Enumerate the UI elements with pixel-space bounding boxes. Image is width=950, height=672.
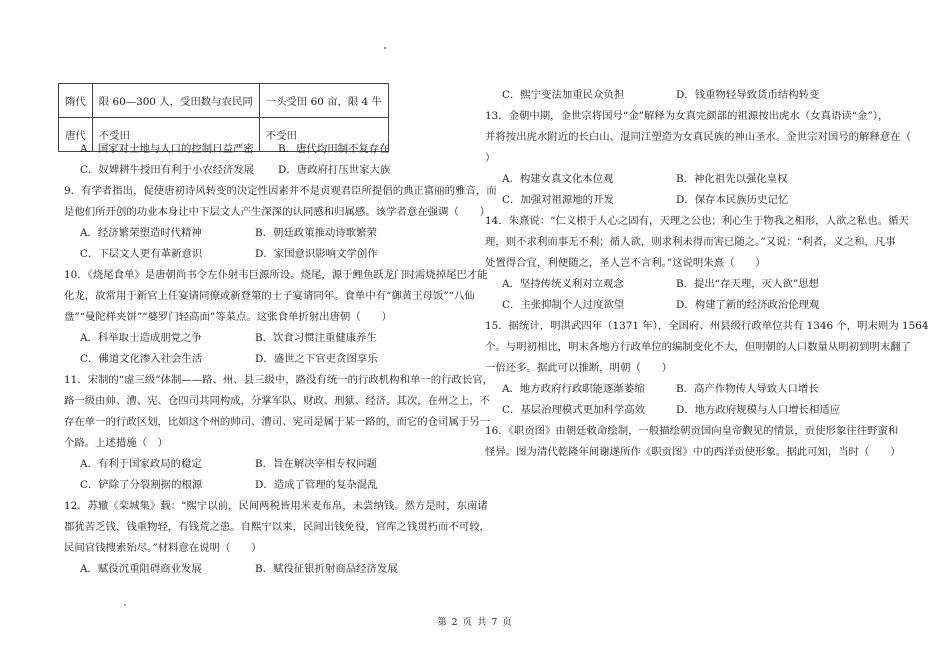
question-text: 并将按出虎水附近的长白山、混同江塑造为女真民族的神山圣水。金世宗对国号的解释意在（ (485, 131, 912, 143)
option-b: B．朝廷政策推动诗歌繁荣 (255, 227, 377, 239)
table-cell: 隋代 (59, 84, 93, 118)
question-text: 一倍还多。据此可以推断，明朝（ ） (485, 362, 673, 374)
option-d: D．钱重物轻导致货币结构转变 (676, 89, 820, 101)
option-c: C．铲除了分裂割据的根源 (80, 479, 203, 491)
option-c: C．主张抑制个人过度欲望 (502, 299, 625, 311)
question-text: 是他们所开创的功业本身让中下层文人产生深深的认同感和归属感。该学者意在强调（ ） (64, 206, 491, 218)
question-text: 9．有学者指出，促使唐初诗风转变的决定性因素并不是贞观君臣所提倡的典正富丽的雅音，而 (64, 185, 497, 197)
option-a: A．经济繁荣塑造时代精神 (80, 227, 202, 239)
option-b: B．高产作物传人导致人口增长 (676, 383, 819, 395)
option-a: A．构建女真文化本位观 (502, 173, 614, 185)
scan-dot-bottom (124, 604, 126, 606)
option-a: A．赋役沉重阻碍商业发展 (80, 563, 202, 575)
question-text: 个。与明初相比，明末各地方行政单位的编制变化不大，但明朝的人口数量从明初到明末翻了 (485, 341, 912, 353)
option-d: D．造成了管理的复杂混乱 (255, 479, 378, 491)
option-d: D．盛世之下官吏贪图享乐 (255, 353, 378, 365)
option-c: C．下层文人更有革新意识 (80, 248, 203, 260)
question-text: 处置得合宜，利便随之，圣人岂不言利。”这说明朱熹（ ） (485, 257, 766, 269)
question-text: 存在单一的行政区划，比如这个州的帅司、漕司、宪司是属于某一路的，而它的仓司属于另一 (64, 416, 491, 428)
option-b: B．提出“存天理，灭人欲”思想 (676, 278, 819, 290)
option-a: A．坚持传统义利对立观念 (502, 278, 624, 290)
question-text: 路一级由帅、漕、宪、仓四司共同构成，分掌军队、财政、刑狱、经济。其次，在州之上，不 (64, 395, 491, 407)
option-a: A．地方政府行政职能逐渐萎缩 (502, 383, 645, 395)
question-text: 个路。上述措施（ ） (64, 437, 168, 449)
question-text: 16．《职贡图》由朝廷敕命绘制，一般描绘朝贡国向皇帝觐见的情景，贡使形象往往野蛮和 (485, 425, 899, 437)
table-cell: 限 60—300 人，受田数与农民同 (92, 84, 259, 118)
option-a: A．有利于国家政局的稳定 (80, 458, 202, 470)
option-b: B．赋役征银折射商品经济发展 (255, 563, 398, 575)
farmland-table (58, 83, 389, 152)
question-text: 11．宋制的“虚三级”体制——路、州、县三级中，路没有统一的行政机构和单一的行政长官， (64, 374, 494, 386)
question-text: 民间官钱搜索殆尽。”材料意在说明（ ） (64, 542, 262, 554)
question-text: 13．金朝中期，金世宗将国号“金”解释为女真完颜部的祖源按出虎水（女真语读“金”）， (485, 110, 889, 122)
option-a: A．科举取士造成朋党之争 (80, 332, 202, 344)
option-c: C．佛道文化渗入社会生活 (80, 353, 203, 365)
option-d: D．唐政府打压世家大族 (278, 164, 391, 176)
question-text: 郡犹苦乏钱，钱重物轻，有钱荒之患。自熙宁以来，民间出钱免役，官库之钱贯朽而不可较， (64, 521, 491, 533)
table-cell: 唐代 (59, 118, 93, 152)
option-d: D．家国意识影响文学创作 (255, 248, 378, 260)
question-text: 15．据统计，明洪武四年（1371 年），全国府、州县级行政单位共有 1346 个，明末则为 1564 (485, 320, 929, 332)
table-cell: 一头受田 60 亩，限 4 牛 (259, 84, 388, 118)
option-b: B．唐代均田制不复存在 (278, 143, 390, 155)
option-a: A．国家对土地与人口的控制日益严密 (80, 143, 254, 155)
question-text: 怪异。图为清代乾隆年间谢遂所作《职贡图》中的西洋贡使形象。据此可知，当时（ ） (485, 446, 901, 458)
question-text: 10．《烧尾食单》是唐朝尚书令左仆射韦巨源所设。烧尾，源于鲤鱼跃龙门时需烧掉尾巴才能 (64, 269, 488, 281)
question-text: 盘”“曼陀样夹饼”“婆罗门轻高面”等菜点。这张食单折射出唐朝（ ） (64, 311, 392, 323)
option-b: B．饮食习惯注重健康养生 (255, 332, 377, 344)
question-text: ） (485, 152, 496, 164)
question-text: 理，则不求利而事无不利；循人欲，则求利未得而害已随之。”又说：“利者，义之和，凡事 (485, 236, 896, 248)
table-cell: 不受田 (92, 118, 259, 152)
option-d: D．地方政府规模与人口增长相适应 (676, 404, 841, 416)
option-d: D．构建了新的经济政治伦理观 (676, 299, 820, 311)
option-c: C．基层治理模式更加科学高效 (502, 404, 646, 416)
question-text: 12．苏辙《栾城集》载：“熙宁以前，民间两税皆用米麦布帛，未尝纳钱。然方是时，东南诸 (64, 500, 488, 512)
question-text: 化龙，故常用于新官上任宴请同僚或新登第的士子宴请同年。食单中有“御黄王母饭”“八仙 (64, 290, 475, 302)
option-b: B．旨在解决宰相专权问题 (255, 458, 377, 470)
option-c: C．奴婢耕牛授田有利于小农经济发展 (80, 164, 255, 176)
option-d: D．保存本民族历史记忆 (676, 194, 789, 206)
option-c: C．熙宁变法加重民众负担 (502, 89, 625, 101)
table-row (59, 84, 389, 118)
table-cell: 不受田 (259, 118, 388, 152)
option-c: C．加强对祖源地的开发 (502, 194, 614, 206)
option-b: B．神化祖先以强化皇权 (676, 173, 788, 185)
page-footer: 第 2 页 共 7 页 (437, 617, 513, 628)
scan-dot-top (384, 47, 386, 49)
question-text: 14．朱熹说：“仁义根于人心之固有，天理之公也；利心生于物我之相形，人欲之私也。循天 (485, 215, 909, 227)
